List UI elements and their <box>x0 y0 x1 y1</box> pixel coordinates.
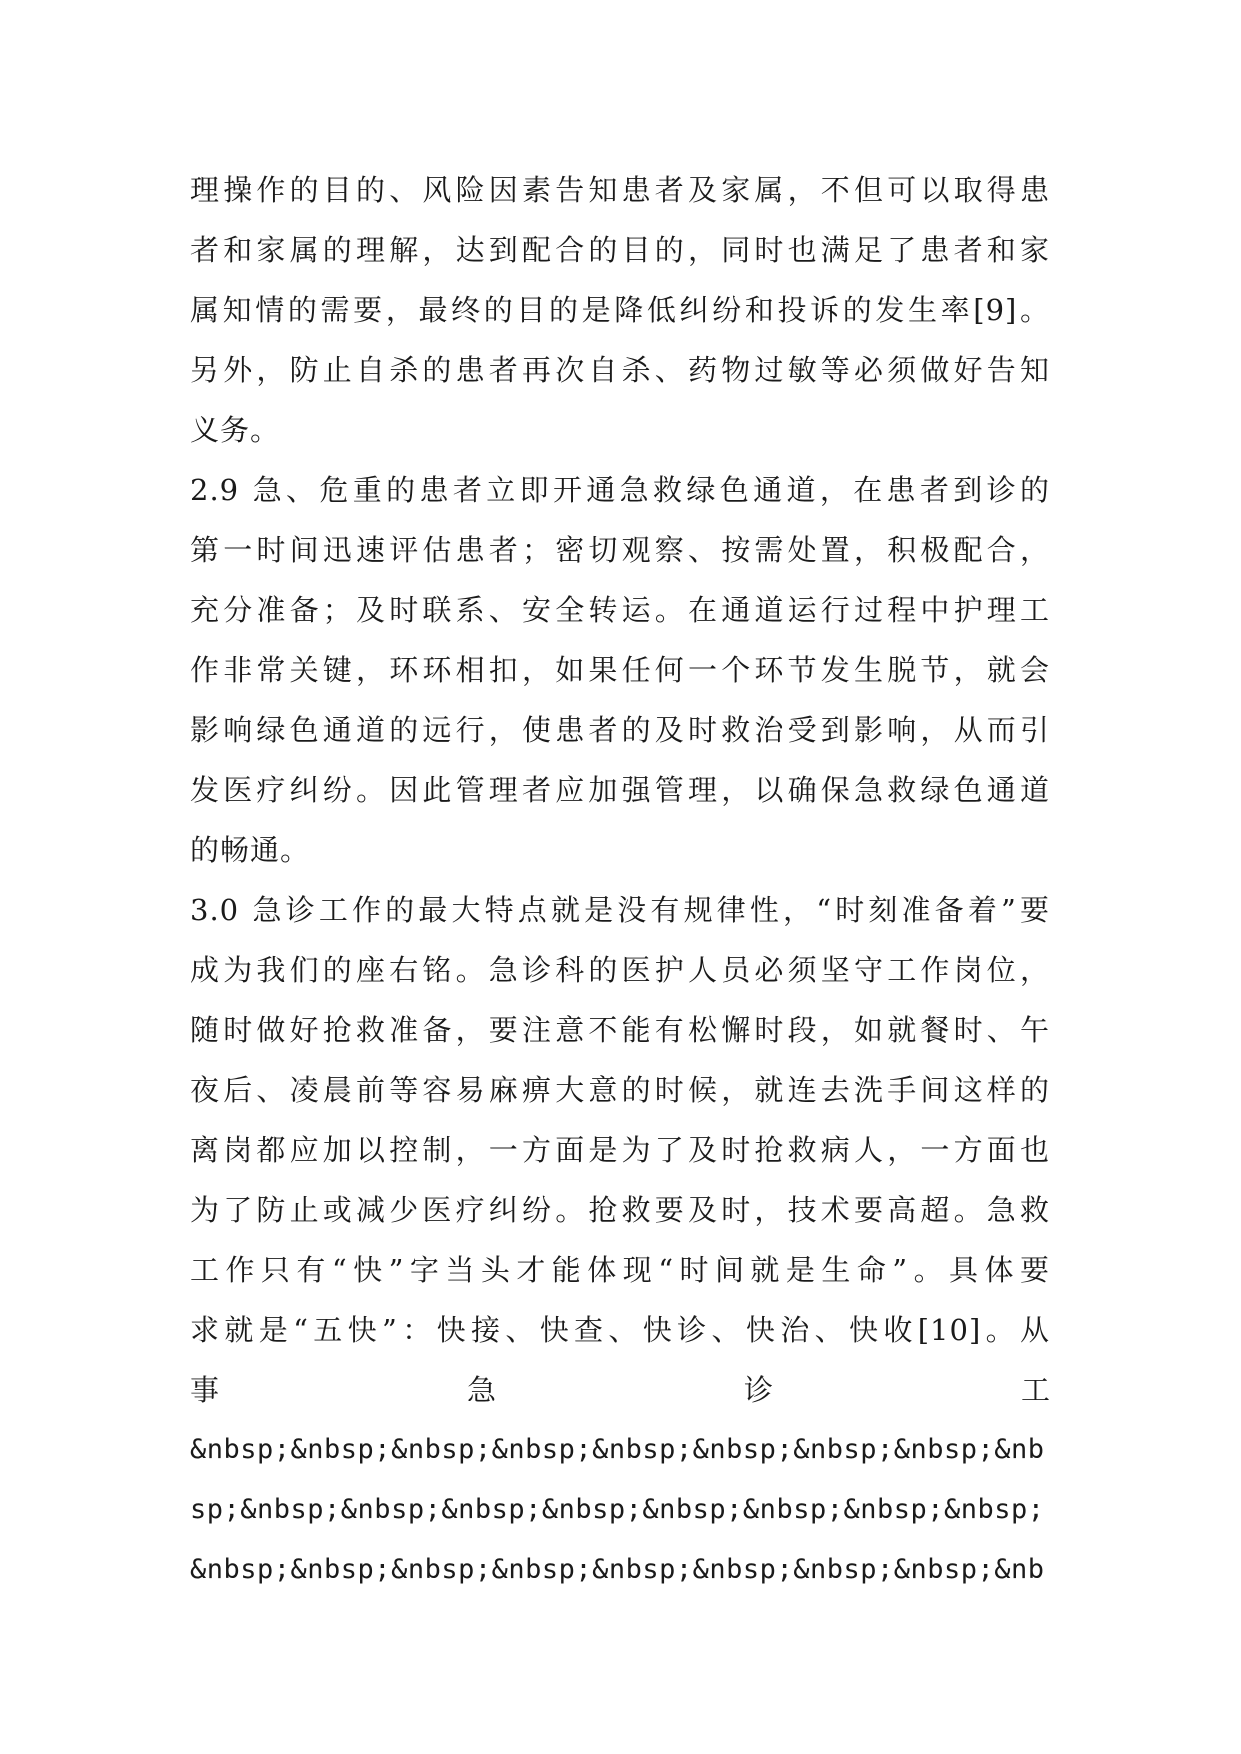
text-line: 影响绿色通道的远行，使患者的及时救治受到影响，从而引 <box>190 713 1050 747</box>
text-line: 另外，防止自杀的患者再次自杀、药物过敏等必须做好告知 <box>190 353 1050 387</box>
text-line: 充分准备；及时联系、安全转运。在通道运行过程中护理工 <box>190 593 1050 627</box>
text-line: 3.0 急诊工作的最大特点就是没有规律性，“时刻准备着”要 <box>190 893 1050 927</box>
text-line: 发医疗纠纷。因此管理者应加强管理，以确保急救绿色通道 <box>190 773 1050 807</box>
text-line: 工作只有“快”字当头才能体现“时间就是生命”。具体要 <box>190 1253 1050 1287</box>
text-line: 理操作的目的、风险因素告知患者及家属，不但可以取得患 <box>190 173 1050 207</box>
text-line: 随时做好抢救准备，要注意不能有松懈时段，如就餐时、午 <box>190 1013 1050 1047</box>
text-line: 作非常关键，环环相扣，如果任何一个环节发生脱节，就会 <box>190 653 1050 687</box>
text-line: 2.9 急、危重的患者立即开通急救绿色通道，在患者到诊的 <box>190 473 1050 507</box>
spread-word: 诊 <box>743 1373 773 1407</box>
body-text <box>190 160 1050 1600</box>
spread-line <box>190 1360 1050 1420</box>
entity-text-line: &nbsp;&nbsp;&nbsp;&nbsp;&nbsp;&nbsp;&nbsp;&nbsp;&nb <box>190 1434 1045 1465</box>
spread-word: 急 <box>466 1373 496 1407</box>
entity-text-line: &nbsp;&nbsp;&nbsp;&nbsp;&nbsp;&nbsp;&nbsp;&nbsp;&nb <box>190 1554 1045 1585</box>
entity-text-line: sp;&nbsp;&nbsp;&nbsp;&nbsp;&nbsp;&nbsp;&nbsp;&nbsp; <box>190 1494 1045 1525</box>
text-line: 为了防止或减少医疗纠纷。抢救要及时，技术要高超。急救 <box>190 1193 1050 1227</box>
text-line: 求就是“五快”：快接、快查、快诊、快治、快收[10]。从 <box>190 1313 1050 1347</box>
text-line: 者和家属的理解，达到配合的目的，同时也满足了患者和家 <box>190 233 1050 267</box>
text-line: 成为我们的座右铭。急诊科的医护人员必须坚守工作岗位， <box>190 953 1050 987</box>
text-line: 义务。 <box>190 413 281 447</box>
text-line: 属知情的需要，最终的目的是降低纠纷和投诉的发生率[9]。 <box>190 293 1050 327</box>
text-line: 的畅通。 <box>190 833 311 867</box>
spread-word: 事 <box>190 1373 220 1407</box>
spread-word: 工 <box>1020 1373 1050 1407</box>
text-line: 夜后、凌晨前等容易麻痹大意的时候，就连去洗手间这样的 <box>190 1073 1050 1107</box>
text-line: 第一时间迅速评估患者；密切观察、按需处置，积极配合， <box>190 533 1050 567</box>
text-line: 离岗都应加以控制，一方面是为了及时抢救病人，一方面也 <box>190 1133 1050 1167</box>
